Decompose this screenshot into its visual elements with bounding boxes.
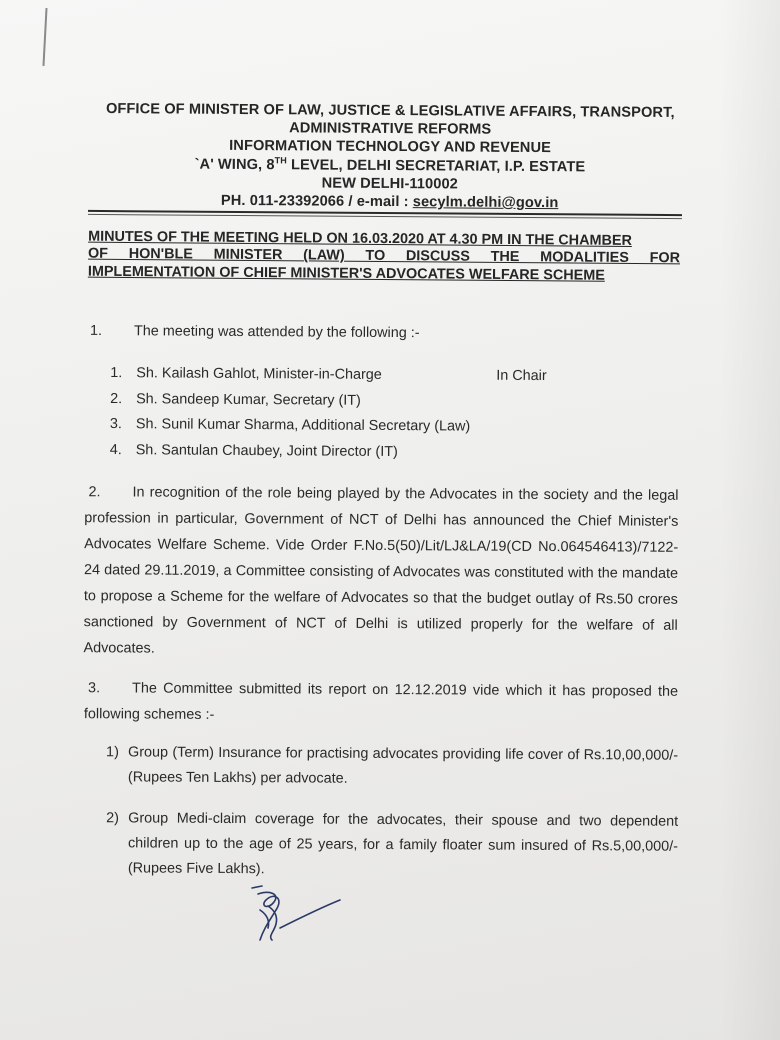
paragraph-text: In recognition of the role being played by the Advocates in the society and the legal profession in particular, Government of NCT of Delhi has announced the Chief Minister's Advocates Welfare Scheme. Vide Order F.No.5(50)/Lit/LJ&LA/19(CD No.064546413)/7122-24 dated 29.11.2019, a Committee consisting of Advocates was constituted with the mandate to propose a Scheme for the welfare of Advocates so that the budget outlay of Rs.50 crores sanctioned by Government of NCT of Delhi is utilized properly for the welfare of all Advocates. [83,484,679,657]
scheme-index: 1) [106,744,119,761]
paragraph-3 [84,675,678,731]
letterhead-city: NEW DELHI-110002 [321,175,458,193]
attendee-name: Sh. Sunil Kumar Sharma, Additional Secretary (Law) [135,416,471,435]
scheme-text: Group Medi-claim coverage for the advocates, their spouse and two dependent children up to the age of 25 years, for a family floater sum insured of Rs.5,00,000/- (Rupees Five Lakhs). [127,810,679,878]
list-item [110,412,670,441]
page-shadow [720,0,780,1040]
subject-line-1: MINUTES OF THE MEETING HELD ON 16.03.2020 AT 4.30 PM IN THE CHAMBER [88,228,632,249]
contact-email: secylm.delhi@gov.in [412,194,559,212]
paragraph-1 [90,323,686,343]
paragraph-text: The meeting was attended by the following :- [133,323,420,342]
contact-phone: PH. 011-23392066 / e-mail : [220,192,413,211]
attendee-name: Sh. Kailash Gahlot, Minister-in-Charge [136,365,382,383]
paragraph-number: 3. [88,680,101,697]
list-item [110,361,670,390]
address-part-2: LEVEL, DELHI SECRETARIAT, I.P. ESTATE [286,156,586,175]
scheme-item-2 [106,806,678,884]
list-index: 1. [110,365,123,382]
list-index: 3. [109,416,122,433]
letterhead-department-2: INFORMATION TECHNOLOGY AND REVENUE [229,138,552,157]
list-item [110,438,670,467]
attendee-role: In Chair [496,367,547,385]
address-superscript: TH [274,154,287,166]
paragraph-2 [83,479,678,665]
subject-line-2: OF HON'BLE MINISTER (LAW) TO DISCUSS THE MODALITIES FOR [87,246,681,267]
scheme-text: Group (Term) Insurance for practising advocates providing life cover of Rs.10,00,000/- (Rupees Ten Lakhs) per advocate. [127,744,679,787]
minutes-subject [88,229,680,286]
attendee-list [110,361,671,467]
scheme-item-1 [106,740,678,793]
handwritten-signature [240,880,350,952]
attendee-name: Sh. Santulan Chaubey, Joint Director (IT) [135,441,398,460]
subject-line-3: IMPLEMENTATION OF CHIEF MINISTER'S ADVOCATES WELFARE SCHEME [87,263,605,284]
letterhead-office: OFFICE OF MINISTER OF LAW, JUSTICE & LEGISLATIVE AFFAIRS, TRANSPORT, [105,101,675,121]
paragraph-text: The Committee submitted its report on 12.12.2019 vide which it has proposed the following schemes :- [83,680,679,723]
list-index: 4. [109,441,122,458]
letterhead-department-1: ADMINISTRATIVE REFORMS [289,120,492,138]
paragraph-number: 2. [88,484,101,501]
scheme-index: 2) [106,810,120,827]
paragraph-number: 1. [89,322,103,340]
list-item [110,387,670,416]
attendee-name: Sh. Sandeep Kumar, Secretary (IT) [136,390,361,409]
pen-mark [42,8,47,66]
address-part-1: `A' WING, 8 [194,156,275,173]
list-index: 2. [110,390,123,407]
letterhead [70,100,711,214]
